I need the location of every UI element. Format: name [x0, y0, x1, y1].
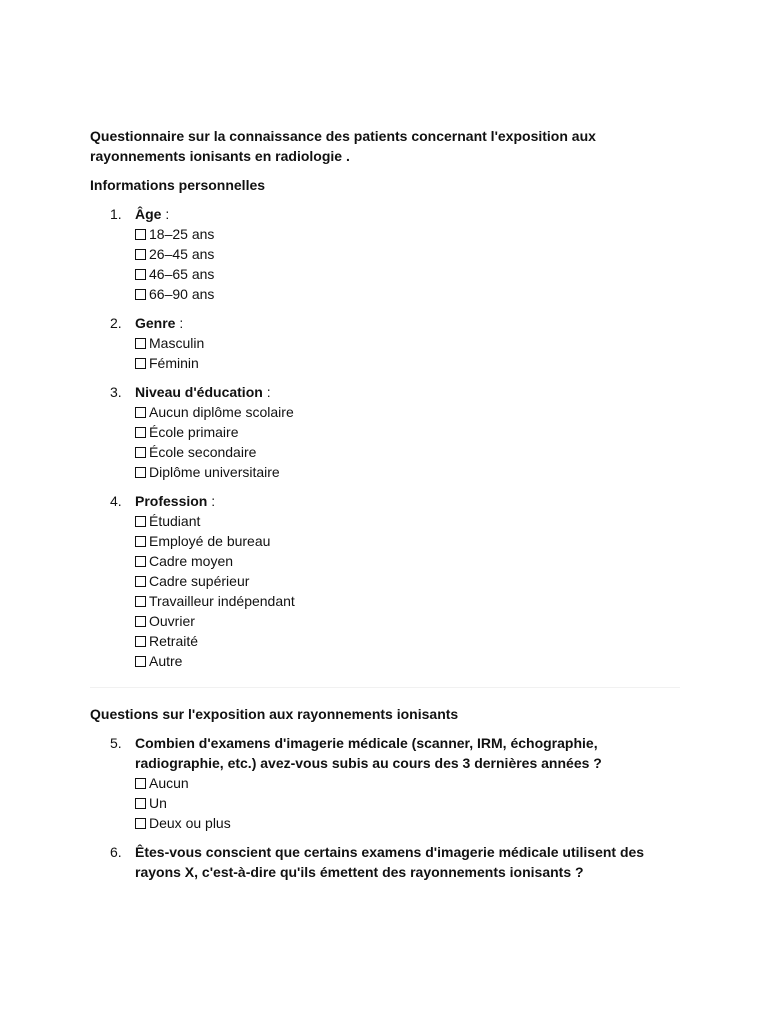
checkbox-icon[interactable]: [135, 427, 146, 438]
answer-option: [135, 793, 680, 813]
answer-option: [135, 442, 680, 462]
checkbox-icon[interactable]: [135, 798, 146, 809]
answer-option: [135, 571, 680, 591]
checkbox-icon[interactable]: [135, 338, 146, 349]
answer-option-label: Féminin: [149, 355, 199, 371]
answer-option: [135, 284, 680, 304]
answer-option: [135, 511, 680, 531]
answer-option: [135, 422, 680, 442]
checkbox-icon[interactable]: [135, 656, 146, 667]
question-text: Genre: [135, 315, 176, 331]
answer-option-label: 46–65 ans: [149, 266, 215, 282]
answer-option: [135, 244, 680, 264]
answer-option-label: Étudiant: [149, 513, 201, 529]
answer-option: [135, 462, 680, 482]
answer-option: [135, 551, 680, 571]
question-suffix: :: [207, 493, 216, 509]
checkbox-icon[interactable]: [135, 576, 146, 587]
answer-option-label: Autre: [149, 653, 183, 669]
question-text: Profession: [135, 493, 208, 509]
answer-option-label: Un: [149, 795, 167, 811]
answer-option-label: Retraité: [149, 633, 199, 649]
answer-option-label: École primaire: [149, 424, 239, 440]
answer-option: [135, 224, 680, 244]
answer-option-label: École secondaire: [149, 444, 257, 460]
answer-option-label: Diplôme universitaire: [149, 464, 280, 480]
answer-option-label: Employé de bureau: [149, 533, 271, 549]
question-text: Combien d'examens d'imagerie médicale (scanner, IRM, échographie, radiographie, etc.) avez-vous subis au cours des 3 dernières années ?: [135, 735, 602, 771]
question-label: [135, 491, 680, 511]
answer-option: [135, 631, 680, 651]
answer-option-label: Aucun diplôme scolaire: [149, 404, 294, 420]
checkbox-icon[interactable]: [135, 536, 146, 547]
checkbox-icon[interactable]: [135, 516, 146, 527]
answer-option: [135, 333, 680, 353]
question-item: [90, 204, 680, 304]
section-divider: [90, 687, 680, 688]
question-label: [135, 842, 680, 882]
question-text: Niveau d'éducation: [135, 384, 263, 400]
checkbox-icon[interactable]: [135, 556, 146, 567]
answer-option: [135, 531, 680, 551]
question-list-personal-info: [90, 204, 680, 671]
question-label: [135, 313, 680, 333]
question-item: [90, 733, 680, 833]
checkbox-icon[interactable]: [135, 289, 146, 300]
answer-option-label: Ouvrier: [149, 613, 195, 629]
question-number: 2.: [110, 315, 122, 331]
checkbox-icon[interactable]: [135, 596, 146, 607]
answer-option: [135, 402, 680, 422]
question-item: [90, 382, 680, 482]
answer-option: [135, 813, 680, 833]
question-label: [135, 733, 680, 773]
checkbox-icon[interactable]: [135, 636, 146, 647]
answer-option-label: 26–45 ans: [149, 246, 215, 262]
answer-option-label: Aucun: [149, 775, 189, 791]
question-number: 3.: [110, 384, 122, 400]
checkbox-icon[interactable]: [135, 778, 146, 789]
question-text: Âge: [135, 206, 162, 222]
document-page: [90, 126, 680, 891]
question-number: 1.: [110, 206, 122, 222]
section-title-radiation-exposure: Questions sur l'exposition aux rayonnements ionisants: [90, 706, 459, 722]
question-suffix: :: [161, 206, 170, 222]
question-number: 6.: [110, 844, 122, 860]
question-number: 4.: [110, 493, 122, 509]
checkbox-icon[interactable]: [135, 616, 146, 627]
answer-option: [135, 264, 680, 284]
answer-option: [135, 591, 680, 611]
checkbox-icon[interactable]: [135, 229, 146, 240]
question-item: [90, 842, 680, 882]
section-title-personal-info: Informations personnelles: [90, 177, 266, 193]
checkbox-icon[interactable]: [135, 818, 146, 829]
checkbox-icon[interactable]: [135, 407, 146, 418]
answer-option-label: Cadre moyen: [149, 553, 234, 569]
checkbox-icon[interactable]: [135, 467, 146, 478]
question-label: [135, 204, 680, 224]
answer-option: [135, 353, 680, 373]
document-title: Questionnaire sur la connaissance des patients concernant l'exposition aux rayonnements ionisants en radiologie .: [90, 128, 596, 164]
checkbox-icon[interactable]: [135, 269, 146, 280]
answer-option-label: 18–25 ans: [149, 226, 215, 242]
question-suffix: :: [262, 384, 271, 400]
answer-option-label: Masculin: [149, 335, 205, 351]
answer-option-label: Travailleur indépendant: [149, 593, 295, 609]
answer-option-label: Cadre supérieur: [149, 573, 250, 589]
answer-option: [135, 651, 680, 671]
answer-option: [135, 611, 680, 631]
question-suffix: :: [175, 315, 184, 331]
checkbox-icon[interactable]: [135, 249, 146, 260]
checkbox-icon[interactable]: [135, 447, 146, 458]
question-label: [135, 382, 680, 402]
answer-option: [135, 773, 680, 793]
answer-option-label: Deux ou plus: [149, 815, 231, 831]
question-text: Êtes-vous conscient que certains examens d'imagerie médicale utilisent des rayons X, c'est-à-dire qu'ils émettent des rayonnements ionisants ?: [135, 844, 645, 880]
question-item: [90, 313, 680, 373]
checkbox-icon[interactable]: [135, 358, 146, 369]
question-number: 5.: [110, 735, 122, 751]
answer-option-label: 66–90 ans: [149, 286, 215, 302]
question-item: [90, 491, 680, 671]
question-list-radiation-exposure: [90, 733, 680, 882]
